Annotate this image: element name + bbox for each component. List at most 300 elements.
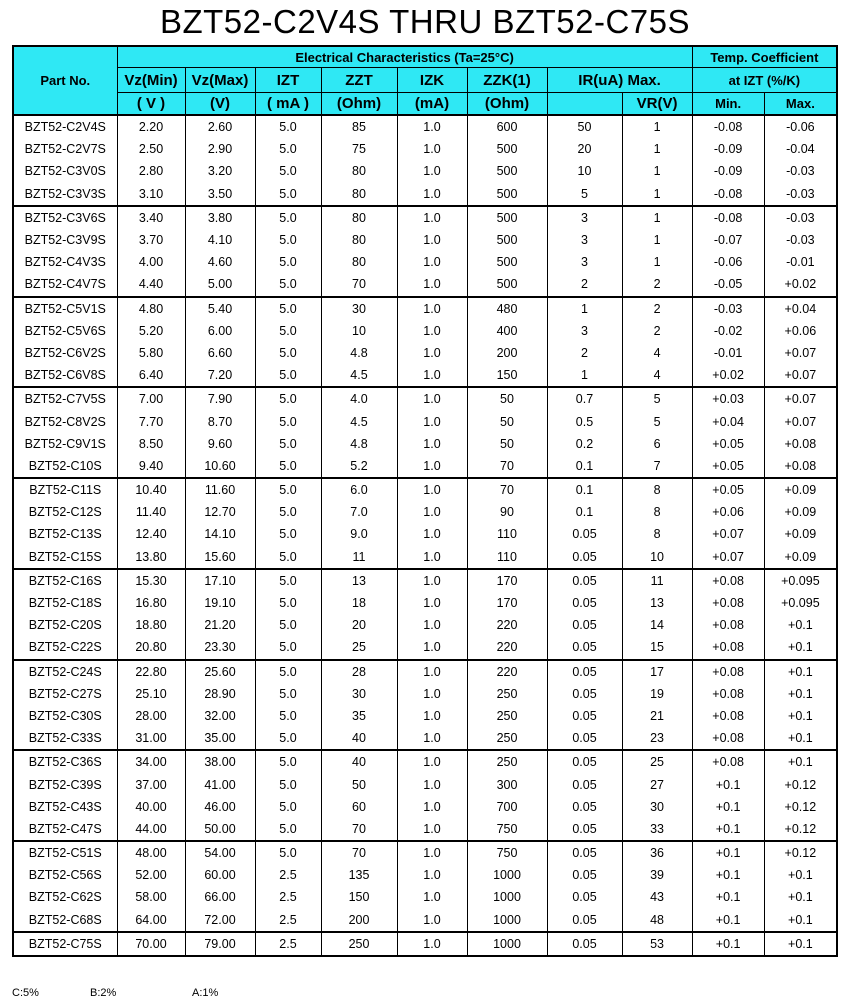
tolerance-note-b: B:2%	[90, 987, 117, 999]
cell-vz-min: 70.00	[117, 932, 185, 956]
unit-zzt: (Ohm)	[321, 93, 397, 116]
cell-izt: 5.0	[255, 342, 321, 364]
cell-vr: 23	[622, 727, 692, 750]
cell-vz-max: 6.00	[185, 320, 255, 342]
cell-vz-min: 64.00	[117, 909, 185, 932]
table-row	[13, 569, 837, 592]
cell-tc-max: +0.1	[764, 727, 837, 750]
cell-vr: 36	[622, 841, 692, 864]
cell-vr: 1	[622, 160, 692, 182]
cell-ir: 5	[547, 183, 622, 206]
cell-zzt: 18	[321, 592, 397, 614]
cell-zzk: 500	[467, 160, 547, 182]
cell-tc-min: -0.08	[692, 183, 764, 206]
cell-izt: 5.0	[255, 364, 321, 387]
cell-izk: 1.0	[397, 342, 467, 364]
cell-part-no: BZT52-C7V5S	[13, 387, 117, 410]
cell-zzk: 220	[467, 660, 547, 683]
cell-zzk: 1000	[467, 932, 547, 956]
header-temp-coefficient-condition: at IZT (%/K)	[692, 68, 837, 93]
cell-zzt: 250	[321, 932, 397, 956]
cell-tc-max: +0.12	[764, 841, 837, 864]
cell-zzk: 1000	[467, 886, 547, 908]
cell-vz-min: 11.40	[117, 501, 185, 523]
table-row	[13, 455, 837, 478]
cell-vz-max: 8.70	[185, 410, 255, 432]
cell-tc-min: +0.1	[692, 818, 764, 841]
cell-vz-max: 12.70	[185, 501, 255, 523]
cell-tc-min: -0.05	[692, 273, 764, 296]
cell-vz-max: 28.90	[185, 683, 255, 705]
cell-vz-max: 41.00	[185, 773, 255, 795]
cell-tc-min: +0.08	[692, 636, 764, 659]
cell-izk: 1.0	[397, 229, 467, 251]
cell-izt: 5.0	[255, 818, 321, 841]
cell-part-no: BZT52-C75S	[13, 932, 117, 956]
cell-part-no: BZT52-C6V2S	[13, 342, 117, 364]
cell-vr: 53	[622, 932, 692, 956]
cell-izt: 5.0	[255, 229, 321, 251]
cell-ir: 0.05	[547, 864, 622, 886]
cell-zzt: 30	[321, 297, 397, 320]
table-row	[13, 115, 837, 138]
cell-vr: 7	[622, 455, 692, 478]
cell-vz-min: 2.50	[117, 138, 185, 160]
cell-tc-min: +0.08	[692, 592, 764, 614]
cell-izk: 1.0	[397, 773, 467, 795]
cell-tc-min: -0.08	[692, 115, 764, 138]
table-row	[13, 478, 837, 501]
cell-vr: 15	[622, 636, 692, 659]
unit-izt: ( mA )	[255, 93, 321, 116]
cell-tc-max: +0.02	[764, 273, 837, 296]
cell-izk: 1.0	[397, 115, 467, 138]
cell-vr: 30	[622, 796, 692, 818]
cell-tc-min: -0.03	[692, 297, 764, 320]
cell-vz-min: 48.00	[117, 841, 185, 864]
cell-zzk: 220	[467, 614, 547, 636]
cell-tc-max: -0.03	[764, 206, 837, 229]
cell-izt: 5.0	[255, 183, 321, 206]
cell-zzk: 170	[467, 592, 547, 614]
cell-ir: 0.05	[547, 569, 622, 592]
cell-zzt: 70	[321, 818, 397, 841]
cell-izt: 5.0	[255, 501, 321, 523]
table-row	[13, 160, 837, 182]
cell-part-no: BZT52-C36S	[13, 750, 117, 773]
cell-zzk: 220	[467, 636, 547, 659]
cell-izk: 1.0	[397, 660, 467, 683]
unit-ir-blank	[547, 93, 622, 116]
cell-tc-max: +0.12	[764, 773, 837, 795]
cell-zzk: 500	[467, 273, 547, 296]
cell-part-no: BZT52-C18S	[13, 592, 117, 614]
cell-vz-min: 58.00	[117, 886, 185, 908]
cell-ir: 0.05	[547, 683, 622, 705]
cell-izk: 1.0	[397, 705, 467, 727]
cell-ir: 0.5	[547, 410, 622, 432]
cell-tc-max: +0.1	[764, 705, 837, 727]
cell-tc-max: +0.1	[764, 614, 837, 636]
cell-vz-max: 60.00	[185, 864, 255, 886]
cell-izk: 1.0	[397, 320, 467, 342]
cell-izk: 1.0	[397, 569, 467, 592]
table-row	[13, 387, 837, 410]
cell-zzk: 50	[467, 410, 547, 432]
cell-vz-max: 23.30	[185, 636, 255, 659]
cell-ir: 2	[547, 342, 622, 364]
cell-tc-max: -0.06	[764, 115, 837, 138]
cell-tc-max: +0.1	[764, 636, 837, 659]
cell-vz-min: 3.40	[117, 206, 185, 229]
cell-ir: 0.1	[547, 501, 622, 523]
cell-vz-min: 2.20	[117, 115, 185, 138]
cell-vz-min: 3.70	[117, 229, 185, 251]
cell-izt: 5.0	[255, 841, 321, 864]
cell-tc-max: -0.03	[764, 160, 837, 182]
cell-tc-min: +0.04	[692, 410, 764, 432]
cell-vz-max: 2.90	[185, 138, 255, 160]
cell-vz-min: 20.80	[117, 636, 185, 659]
cell-ir: 0.05	[547, 909, 622, 932]
cell-zzt: 7.0	[321, 501, 397, 523]
cell-vz-min: 13.80	[117, 546, 185, 569]
cell-vz-min: 6.40	[117, 364, 185, 387]
cell-tc-min: -0.07	[692, 229, 764, 251]
cell-zzt: 200	[321, 909, 397, 932]
table-row	[13, 546, 837, 569]
cell-tc-max: +0.1	[764, 909, 837, 932]
cell-vr: 27	[622, 773, 692, 795]
cell-part-no: BZT52-C39S	[13, 773, 117, 795]
cell-ir: 0.05	[547, 818, 622, 841]
cell-zzt: 4.5	[321, 364, 397, 387]
cell-vr: 5	[622, 410, 692, 432]
cell-ir: 3	[547, 251, 622, 273]
cell-tc-min: +0.08	[692, 705, 764, 727]
cell-tc-max: +0.1	[764, 932, 837, 956]
cell-izk: 1.0	[397, 683, 467, 705]
cell-tc-min: -0.01	[692, 342, 764, 364]
cell-ir: 0.05	[547, 750, 622, 773]
cell-izk: 1.0	[397, 841, 467, 864]
cell-zzt: 9.0	[321, 523, 397, 545]
cell-izk: 1.0	[397, 523, 467, 545]
header-vz-min: Vz(Min)	[117, 68, 185, 93]
cell-izk: 1.0	[397, 614, 467, 636]
cell-zzt: 25	[321, 636, 397, 659]
table-row	[13, 297, 837, 320]
cell-part-no: BZT52-C13S	[13, 523, 117, 545]
cell-part-no: BZT52-C5V1S	[13, 297, 117, 320]
cell-vz-min: 5.20	[117, 320, 185, 342]
unit-vz-max: (V)	[185, 93, 255, 116]
cell-vz-min: 2.80	[117, 160, 185, 182]
cell-izk: 1.0	[397, 886, 467, 908]
cell-izk: 1.0	[397, 433, 467, 455]
cell-tc-max: +0.06	[764, 320, 837, 342]
cell-izk: 1.0	[397, 387, 467, 410]
tolerance-note-c: C:5%	[12, 987, 39, 999]
cell-izk: 1.0	[397, 410, 467, 432]
table-row	[13, 683, 837, 705]
cell-vz-max: 72.00	[185, 909, 255, 932]
cell-zzk: 200	[467, 342, 547, 364]
cell-vz-max: 10.60	[185, 455, 255, 478]
cell-zzt: 35	[321, 705, 397, 727]
cell-izt: 5.0	[255, 546, 321, 569]
cell-tc-max: +0.04	[764, 297, 837, 320]
cell-izt: 5.0	[255, 636, 321, 659]
cell-vz-min: 10.40	[117, 478, 185, 501]
cell-part-no: BZT52-C51S	[13, 841, 117, 864]
table-row	[13, 773, 837, 795]
cell-ir: 3	[547, 206, 622, 229]
cell-izk: 1.0	[397, 138, 467, 160]
table-row	[13, 410, 837, 432]
cell-ir: 0.05	[547, 727, 622, 750]
cell-tc-min: +0.1	[692, 932, 764, 956]
cell-vr: 6	[622, 433, 692, 455]
cell-vz-min: 34.00	[117, 750, 185, 773]
cell-part-no: BZT52-C3V9S	[13, 229, 117, 251]
cell-part-no: BZT52-C56S	[13, 864, 117, 886]
cell-tc-min: +0.1	[692, 773, 764, 795]
cell-izt: 5.0	[255, 478, 321, 501]
table-row	[13, 909, 837, 932]
cell-vr: 11	[622, 569, 692, 592]
header-tc-max: Max.	[764, 93, 837, 116]
cell-vz-max: 6.60	[185, 342, 255, 364]
cell-zzk: 90	[467, 501, 547, 523]
cell-part-no: BZT52-C22S	[13, 636, 117, 659]
cell-tc-max: +0.12	[764, 818, 837, 841]
cell-izt: 5.0	[255, 773, 321, 795]
cell-vz-max: 14.10	[185, 523, 255, 545]
cell-ir: 1	[547, 297, 622, 320]
table-row	[13, 660, 837, 683]
cell-zzk: 250	[467, 705, 547, 727]
unit-vz-min: ( V )	[117, 93, 185, 116]
cell-vz-min: 22.80	[117, 660, 185, 683]
cell-ir: 0.2	[547, 433, 622, 455]
cell-izt: 5.0	[255, 320, 321, 342]
cell-tc-min: +0.07	[692, 523, 764, 545]
cell-tc-max: -0.01	[764, 251, 837, 273]
cell-vr: 1	[622, 251, 692, 273]
cell-part-no: BZT52-C9V1S	[13, 433, 117, 455]
unit-zzk: (Ohm)	[467, 93, 547, 116]
cell-vz-max: 66.00	[185, 886, 255, 908]
cell-zzt: 135	[321, 864, 397, 886]
cell-vz-min: 18.80	[117, 614, 185, 636]
cell-izk: 1.0	[397, 592, 467, 614]
cell-part-no: BZT52-C47S	[13, 818, 117, 841]
cell-tc-max: +0.07	[764, 364, 837, 387]
cell-vz-max: 9.60	[185, 433, 255, 455]
table-body	[13, 115, 837, 956]
cell-vr: 1	[622, 115, 692, 138]
cell-zzt: 4.0	[321, 387, 397, 410]
cell-izt: 5.0	[255, 273, 321, 296]
cell-ir: 0.05	[547, 636, 622, 659]
table-row	[13, 614, 837, 636]
cell-tc-max: +0.07	[764, 387, 837, 410]
cell-izk: 1.0	[397, 206, 467, 229]
cell-vz-min: 5.80	[117, 342, 185, 364]
cell-izt: 5.0	[255, 750, 321, 773]
cell-part-no: BZT52-C20S	[13, 614, 117, 636]
cell-zzt: 4.8	[321, 433, 397, 455]
unit-izk: (mA)	[397, 93, 467, 116]
cell-izt: 5.0	[255, 115, 321, 138]
cell-zzt: 4.5	[321, 410, 397, 432]
cell-tc-max: +0.095	[764, 592, 837, 614]
cell-vz-min: 28.00	[117, 705, 185, 727]
cell-vr: 8	[622, 501, 692, 523]
cell-izk: 1.0	[397, 909, 467, 932]
cell-part-no: BZT52-C68S	[13, 909, 117, 932]
header-vz-max: Vz(Max)	[185, 68, 255, 93]
cell-tc-min: +0.08	[692, 683, 764, 705]
cell-izk: 1.0	[397, 750, 467, 773]
cell-ir: 0.05	[547, 592, 622, 614]
cell-zzk: 50	[467, 433, 547, 455]
cell-part-no: BZT52-C3V3S	[13, 183, 117, 206]
cell-zzk: 110	[467, 523, 547, 545]
cell-ir: 0.05	[547, 841, 622, 864]
cell-tc-min: -0.06	[692, 251, 764, 273]
table-row	[13, 273, 837, 296]
cell-vz-max: 4.60	[185, 251, 255, 273]
cell-part-no: BZT52-C6V8S	[13, 364, 117, 387]
cell-part-no: BZT52-C4V7S	[13, 273, 117, 296]
table-row	[13, 932, 837, 956]
cell-tc-max: +0.09	[764, 523, 837, 545]
cell-zzk: 250	[467, 750, 547, 773]
table-header	[13, 46, 837, 115]
cell-part-no: BZT52-C43S	[13, 796, 117, 818]
cell-vz-max: 3.20	[185, 160, 255, 182]
cell-part-no: BZT52-C62S	[13, 886, 117, 908]
cell-vz-max: 7.20	[185, 364, 255, 387]
cell-vr: 4	[622, 364, 692, 387]
table-row	[13, 864, 837, 886]
cell-tc-max: +0.1	[764, 683, 837, 705]
cell-izk: 1.0	[397, 478, 467, 501]
cell-izt: 5.0	[255, 433, 321, 455]
table-row	[13, 251, 837, 273]
cell-zzk: 500	[467, 138, 547, 160]
header-temp-coefficient: Temp. Coefficient	[692, 46, 837, 68]
cell-vz-max: 38.00	[185, 750, 255, 773]
cell-zzt: 28	[321, 660, 397, 683]
cell-ir: 1	[547, 364, 622, 387]
cell-ir: 2	[547, 273, 622, 296]
cell-vz-min: 31.00	[117, 727, 185, 750]
cell-zzt: 40	[321, 727, 397, 750]
cell-ir: 0.05	[547, 705, 622, 727]
header-vr: VR(V)	[622, 93, 692, 116]
cell-ir: 0.05	[547, 546, 622, 569]
cell-tc-max: +0.08	[764, 433, 837, 455]
cell-izt: 5.0	[255, 410, 321, 432]
cell-vr: 43	[622, 886, 692, 908]
cell-zzk: 70	[467, 478, 547, 501]
cell-zzt: 80	[321, 160, 397, 182]
cell-izt: 5.0	[255, 387, 321, 410]
table-row	[13, 592, 837, 614]
cell-tc-min: +0.02	[692, 364, 764, 387]
cell-tc-max: +0.09	[764, 478, 837, 501]
cell-zzt: 85	[321, 115, 397, 138]
cell-tc-min: +0.06	[692, 501, 764, 523]
cell-part-no: BZT52-C11S	[13, 478, 117, 501]
cell-zzk: 250	[467, 727, 547, 750]
cell-vz-min: 52.00	[117, 864, 185, 886]
table-row	[13, 320, 837, 342]
cell-part-no: BZT52-C24S	[13, 660, 117, 683]
cell-tc-max: +0.1	[764, 750, 837, 773]
cell-izt: 2.5	[255, 932, 321, 956]
cell-vz-min: 15.30	[117, 569, 185, 592]
header-zzt: ZZT	[321, 68, 397, 93]
cell-ir: 0.05	[547, 523, 622, 545]
cell-vr: 33	[622, 818, 692, 841]
cell-vr: 2	[622, 297, 692, 320]
cell-izk: 1.0	[397, 251, 467, 273]
cell-vz-max: 21.20	[185, 614, 255, 636]
cell-vr: 8	[622, 523, 692, 545]
specifications-table	[12, 45, 838, 957]
cell-tc-min: +0.05	[692, 433, 764, 455]
cell-tc-min: -0.09	[692, 160, 764, 182]
table-row	[13, 229, 837, 251]
cell-vz-max: 5.00	[185, 273, 255, 296]
table-row	[13, 727, 837, 750]
cell-part-no: BZT52-C16S	[13, 569, 117, 592]
cell-part-no: BZT52-C30S	[13, 705, 117, 727]
cell-ir: 10	[547, 160, 622, 182]
cell-zzt: 80	[321, 206, 397, 229]
cell-zzk: 750	[467, 841, 547, 864]
cell-zzk: 400	[467, 320, 547, 342]
cell-vr: 21	[622, 705, 692, 727]
cell-izt: 5.0	[255, 614, 321, 636]
cell-vz-max: 19.10	[185, 592, 255, 614]
cell-izt: 5.0	[255, 160, 321, 182]
table-row	[13, 886, 837, 908]
cell-zzk: 480	[467, 297, 547, 320]
table-row	[13, 796, 837, 818]
cell-izt: 5.0	[255, 206, 321, 229]
cell-part-no: BZT52-C27S	[13, 683, 117, 705]
cell-vz-min: 3.10	[117, 183, 185, 206]
cell-izk: 1.0	[397, 636, 467, 659]
cell-tc-min: +0.1	[692, 909, 764, 932]
cell-izt: 5.0	[255, 523, 321, 545]
cell-tc-max: +0.07	[764, 342, 837, 364]
table-row	[13, 750, 837, 773]
cell-izt: 5.0	[255, 705, 321, 727]
cell-izk: 1.0	[397, 297, 467, 320]
cell-izk: 1.0	[397, 818, 467, 841]
header-electrical-characteristics: Electrical Characteristics (Ta=25°C)	[117, 46, 692, 68]
cell-ir: 0.1	[547, 455, 622, 478]
header-tc-min: Min.	[692, 93, 764, 116]
cell-vr: 2	[622, 320, 692, 342]
header-izk: IZK	[397, 68, 467, 93]
